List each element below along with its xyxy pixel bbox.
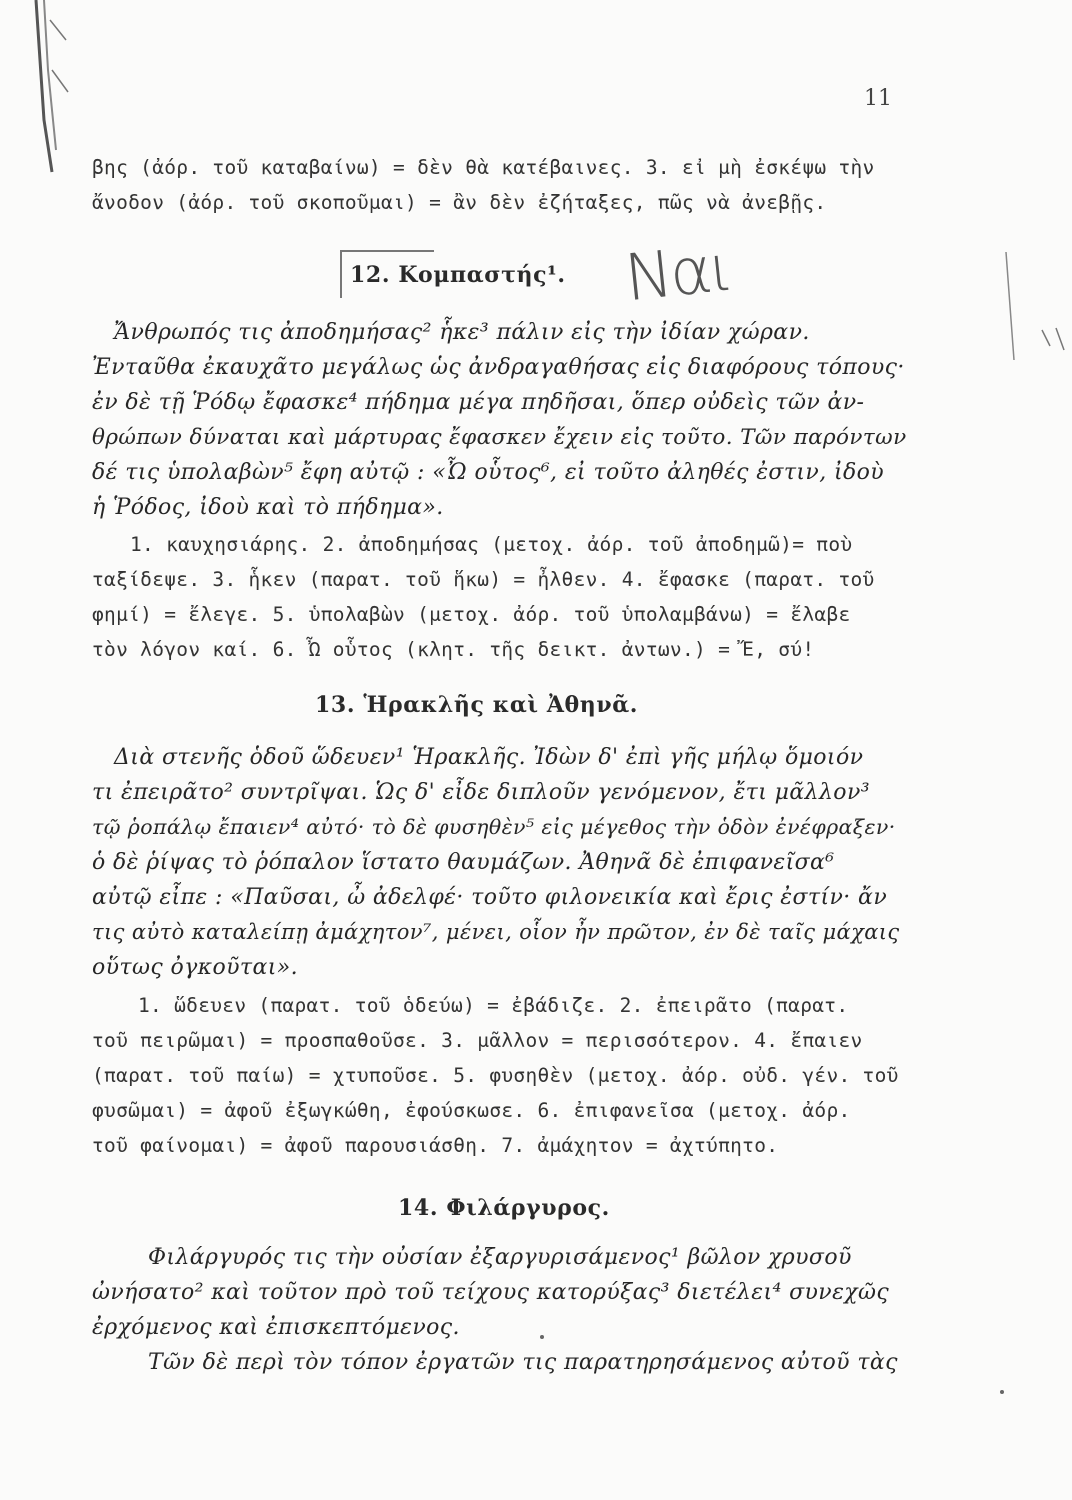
note-line: βης (ἀόρ. τοῦ καταβαίνω) = δὲν θὰ κατέβαινες. 3. εἰ μὴ ἐσκέψω τὴν <box>92 156 875 179</box>
pencil-margin-mark-icon <box>30 0 70 175</box>
section-13-text <box>92 740 912 985</box>
section-13-heading: 13. Ἡρακλῆς καὶ Ἀθηνᾶ. <box>315 692 639 718</box>
note-line: ἄνοδον (ἀόρ. τοῦ σκοποῦμαι) = ἂν δὲν ἐζήταξες, πῶς νὰ ἀνεβῇς. <box>92 191 827 214</box>
note-line: τὸν λόγον καί. 6. Ὦ οὗτος (κλητ. τῆς δεικτ. ἀντων.) = Ἔ, σύ! <box>92 638 815 661</box>
text-line: Διὰ στενῆς ὁδοῦ ὥδευεν¹ Ἡρακλῆς. Ἰδὼν δ' ἐπὶ γῆς μήλῳ ὅμοιόν <box>114 745 864 770</box>
section-13-notes <box>92 988 912 1163</box>
text-line: ἐρχόμενος καὶ ἐπισκεπτόμενος. <box>92 1315 460 1340</box>
text-line: Ἐνταῦθα ἐκαυχᾶτο μεγάλως ὡς ἀνδραγαθήσας εἰς διαφόρους τόπους· <box>92 355 905 380</box>
text-line: τῷ ῥοπάλῳ ἔπαιεν⁴ αὐτό· τὸ δὲ φυσηθὲν⁵ εἰς μέγεθος τὴν ὁδὸν ἐνέφραξεν· <box>92 815 896 839</box>
text-line: ὁ δὲ ῥίψας τὸ ῥόπαλον ἵστατο θαυμάζων. Ἀθηνᾶ δὲ ἐπιφανεῖσα⁶ <box>92 850 835 875</box>
section-12-text <box>92 315 912 525</box>
section-12-notes <box>92 527 912 667</box>
note-line: 1. ὥδευεν (παρατ. τοῦ ὁδεύω) = ἐβάδιζε. 2. ἐπειρᾶτο (παρατ. <box>138 994 849 1017</box>
note-line: (παρατ. τοῦ παίω) = χτυποῦσε. 5. φυσηθὲν (μετοχ. ἀόρ. οὐδ. γέν. τοῦ <box>92 1064 899 1087</box>
section-14-heading: 14. Φιλάργυρος. <box>398 1195 610 1221</box>
text-line: δέ τις ὑπολαβὼν⁵ ἔφη αὐτῷ : «Ὦ οὗτος⁶, εἰ τοῦτο ἀληθές ἐστιν, ἰδοὺ <box>92 460 885 485</box>
text-line: αὐτῷ εἶπε : «Παῦσαι, ὦ ἀδελφέ· τοῦτο φιλονεικία καὶ ἔρις ἐστίν· ἄν <box>92 885 888 910</box>
text-line: Ἄνθρωπός τις ἀποδημήσας² ἧκε³ πάλιν εἰς τὴν ἰδίαν χώραν. <box>114 320 810 345</box>
text-line: Φιλάργυρός τις τὴν οὐσίαν ἐξαργυρισάμενος¹ βῶλον χρυσοῦ <box>148 1245 852 1270</box>
section-14-text <box>92 1240 912 1380</box>
note-line: 1. καυχησιάρης. 2. ἀποδημήσας (μετοχ. ἀόρ. τοῦ ἀποδημῶ)= ποὺ <box>130 533 853 556</box>
text-line: ἐν δὲ τῇ Ῥόδῳ ἔφασκε⁴ πήδημα μέγα πηδῆσαι, ὅπερ οὐδεὶς τῶν ἀν- <box>92 390 865 415</box>
text-line: θρώπων δύναται καὶ μάρτυρας ἔφασκεν ἔχειν εἰς τοῦτο. Τῶν παρόντων <box>92 425 907 450</box>
text-line: οὕτως ὀγκοῦται». <box>92 955 298 980</box>
text-line: τι ἐπειρᾶτο² συντρῖψαι. Ὡς δ' εἶδε διπλοῦν γενόμενον, ἔτι μᾶλλον³ <box>92 780 870 805</box>
note-line: τοῦ πειρῶμαι) = προσπαθοῦσε. 3. μᾶλλον = περισσότερον. 4. ἔπαιεν <box>92 1029 863 1052</box>
text-line: Τῶν δὲ περὶ τὸν τόπον ἐργατῶν τις παρατηρησάμενος αὐτοῦ τὰς <box>148 1350 898 1375</box>
carryover-notes <box>92 150 912 220</box>
note-line: φυσῶμαι) = ἀφοῦ ἐξωγκώθη, ἐφούσκωσε. 6. ἐπιφανεῖσα (μετοχ. ἀόρ. <box>92 1099 851 1122</box>
text-line: ὠνήσατο² καὶ τοῦτον πρὸ τοῦ τείχους κατορύξας³ διετέλει⁴ συνεχῶς <box>92 1280 890 1305</box>
page-number: 11 <box>864 86 892 111</box>
pencil-margin-stroke-icon <box>1002 250 1072 370</box>
note-line: τοῦ φαίνομαι) = ἀφοῦ παρουσιάσθη. 7. ἀμάχητον = ἀχτύπητο. <box>92 1134 779 1157</box>
ink-speck <box>1000 1390 1004 1394</box>
text-line: ἡ Ῥόδος, ἰδοὺ καὶ τὸ πήδημα». <box>92 495 444 520</box>
note-line: φημί) = ἔλεγε. 5. ὑπολαβὼν (μετοχ. ἀόρ. τοῦ ὑπολαμβάνω) = ἔλαβε <box>92 603 851 626</box>
handwritten-note: Ναι <box>621 231 735 317</box>
section-12-heading: 12. Κομπαστής¹. <box>350 262 566 288</box>
note-line: ταξίδεψε. 3. ἧκεν (παρατ. τοῦ ἥκω) = ἦλθεν. 4. ἔφασκε (παρατ. τοῦ <box>92 568 875 591</box>
ink-speck <box>540 1335 544 1339</box>
text-line: τις αὐτὸ καταλείπῃ ἀμάχητον⁷, μένει, οἷον ἦν πρῶτον, ἐν δὲ ταῖς μάχαις <box>92 920 900 944</box>
